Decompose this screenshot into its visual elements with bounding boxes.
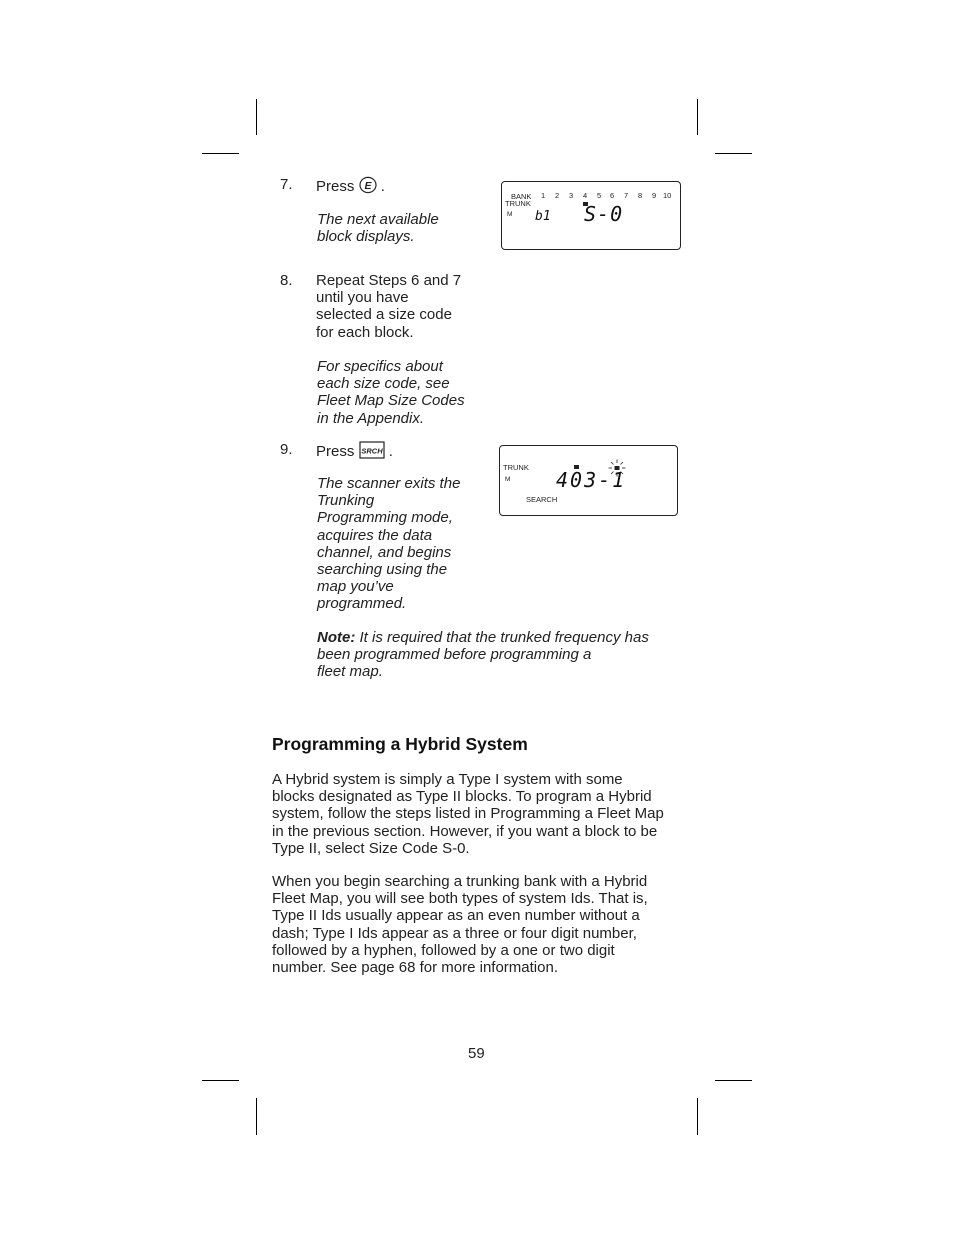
note-line: channel, and begins [317, 543, 452, 561]
step-number: 7. [280, 176, 293, 193]
srch-key-icon [359, 441, 385, 463]
crop-mark [715, 153, 752, 154]
note-line: The next available [317, 211, 439, 228]
paragraph-line: system, follow the steps listed in Programming a Fleet Map [272, 805, 664, 823]
crop-mark [256, 99, 257, 135]
section-title: Programming a Hybrid System [272, 734, 528, 754]
note-line: Trunking [317, 492, 375, 510]
step-action-prefix: Press [316, 443, 355, 460]
bank-number: 5 [597, 191, 602, 200]
step-number: 9. [280, 441, 293, 458]
note-line: searching using the [317, 561, 448, 579]
section-paragraph-1 [272, 771, 692, 857]
note-line: programmed. [317, 595, 407, 613]
step-line: for each block. [316, 323, 414, 341]
note-line: acquires the data [317, 526, 433, 544]
paragraph-line: in the previous section. However, if you want a block to be [272, 822, 658, 840]
paragraph-line: blocks designated as Type II blocks. To program a Hybrid [272, 788, 652, 806]
note-line: Programming mode, [317, 509, 453, 527]
step-line: until you have [316, 289, 409, 307]
crop-mark [715, 1080, 752, 1081]
lcd-display-search [499, 445, 678, 516]
note-block [317, 629, 649, 681]
bank-number: 7 [624, 191, 629, 200]
step-number: 8. [280, 272, 293, 289]
step-7-note [317, 211, 439, 245]
step-8-note [317, 358, 465, 427]
trunk-label: TRUNK [505, 199, 531, 208]
crop-mark [697, 1098, 698, 1135]
system-id-readout: 403-1 [556, 468, 627, 492]
note-line: block displays. [317, 228, 415, 246]
step-action-suffix: . [380, 178, 385, 195]
note-line: The scanner exits the [317, 475, 461, 492]
crop-mark [697, 99, 698, 135]
step-9-note [317, 475, 460, 613]
bank-number: 3 [569, 191, 574, 200]
bank-number: 8 [638, 191, 643, 200]
bank-number: 1 [541, 191, 546, 200]
paragraph-line: followed by a hyphen, followed by a one or two digit [272, 941, 615, 959]
bank-number: 2 [555, 191, 560, 200]
step-line: Repeat Steps 6 and 7 [316, 272, 462, 289]
section-paragraph-2 [272, 873, 692, 976]
note-line-1 [317, 629, 649, 646]
note-line: in the Appendix. [317, 409, 425, 427]
search-label: SEARCH [526, 495, 558, 504]
crop-mark [202, 153, 239, 154]
step-7-action [316, 176, 385, 198]
step-9-action [316, 441, 393, 463]
bank-number: 9 [652, 191, 657, 200]
lcd-display-block [501, 181, 681, 250]
block-readout: b1 [535, 209, 551, 224]
m-label: M [505, 476, 511, 483]
crop-mark [202, 1080, 239, 1081]
e-key-label: E [364, 180, 372, 192]
paragraph-line: dash; Type I Ids appear as a three or four digit number, [272, 924, 637, 942]
step-line: selected a size code [316, 306, 452, 324]
paragraph-line: Type II, select Size Code S-0. [272, 839, 470, 857]
size-code-readout: S-0 [584, 202, 624, 226]
bank-number: 6 [610, 191, 615, 200]
note-line: each size code, see [317, 375, 450, 393]
paragraph-line: Type II Ids usually appear as an even number without a [272, 907, 640, 925]
e-key-icon [359, 176, 377, 198]
paragraph-line: Fleet Map, you will see both types of system Ids. That is, [272, 890, 648, 908]
paragraph-line: number. See page 68 for more information. [272, 959, 558, 977]
paragraph-line: When you begin searching a trunking bank with a Hybrid [272, 873, 648, 890]
note-line: Fleet Map Size Codes [317, 392, 465, 410]
page-number: 59 [468, 1045, 485, 1062]
note-line: fleet map. [317, 663, 383, 681]
bank-number: 10 [663, 191, 672, 200]
bank-label: BANK [511, 192, 532, 201]
srch-key-label: SRCH [360, 446, 383, 456]
note-text: It is required that the trunked frequency has [359, 629, 649, 646]
step-action-prefix: Press [316, 178, 355, 195]
note-line: been programmed before programming a [317, 646, 592, 664]
note-label: Note: [317, 629, 356, 646]
note-line: map you’ve [317, 578, 394, 596]
note-line: For specifics about [317, 358, 443, 375]
crop-mark [256, 1098, 257, 1135]
m-label: M [507, 211, 513, 218]
trunk-label: TRUNK [503, 463, 529, 472]
step-8-body [316, 272, 461, 341]
step-action-suffix: . [388, 443, 393, 460]
paragraph-line: A Hybrid system is simply a Type I system with some [272, 771, 623, 788]
bank-number: 4 [583, 191, 588, 200]
